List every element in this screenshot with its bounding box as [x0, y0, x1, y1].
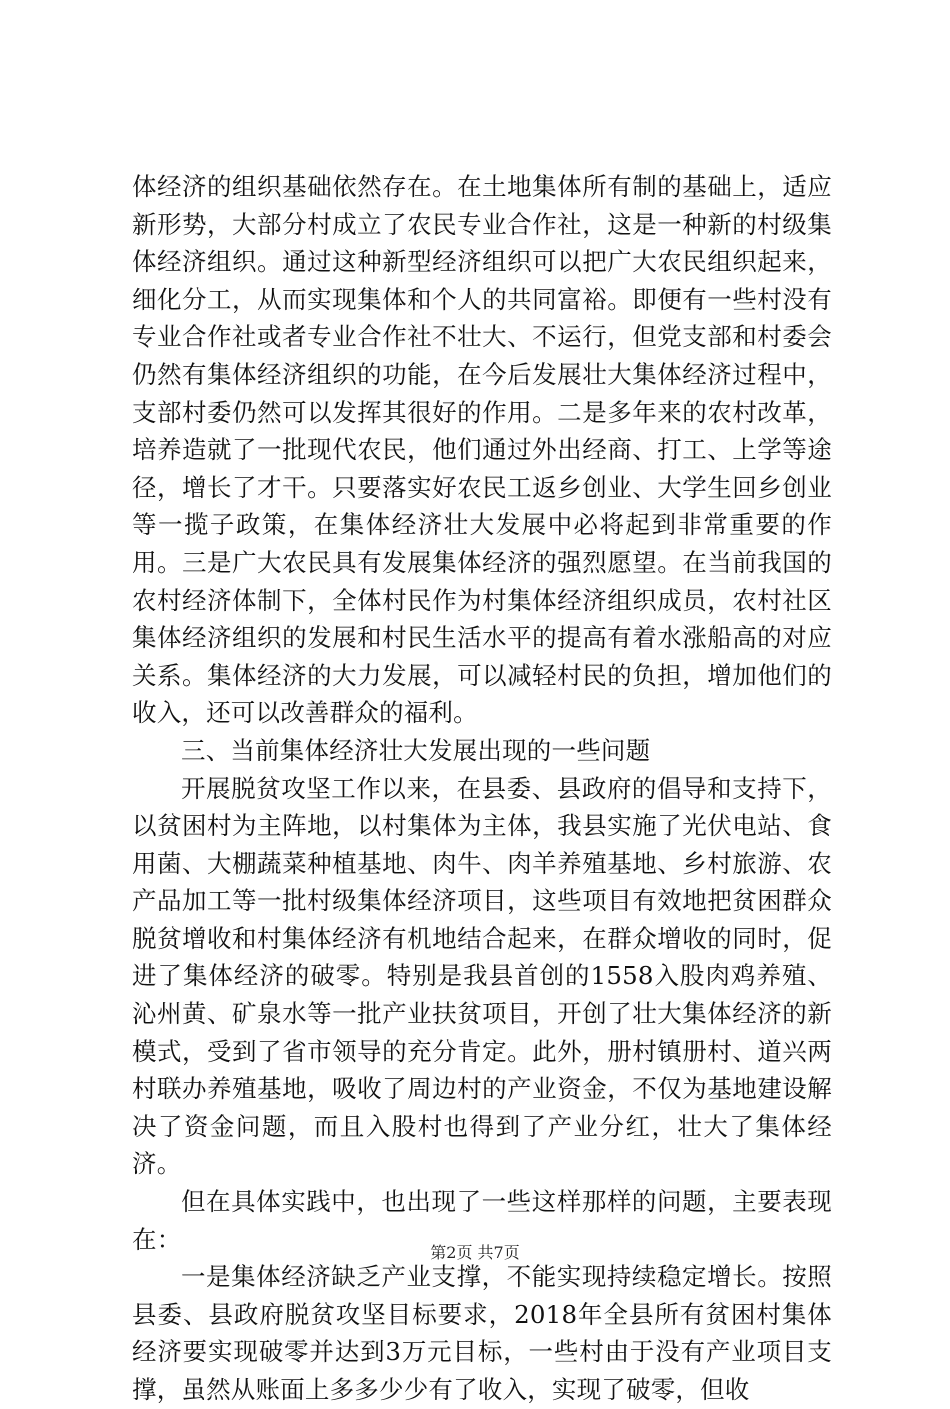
- document-body: [132, 168, 832, 1409]
- paragraph-3: 但在具体实践中，也出现了一些这样那样的问题，主要表现在：: [132, 1187, 832, 1254]
- paragraph-4: 一是集体经济缺乏产业支撑，不能实现持续稳定增长。按照县委、县政府脱贫攻坚目标要求，2018年全县所有贫困村集体经济要实现破零并达到3万元目标，一些村由于没有产业项目支撑，虽然从账面上多多少少有了收入，实现了破零，但收: [132, 1262, 832, 1404]
- paragraph-2: 开展脱贫攻坚工作以来，在县委、县政府的倡导和支持下，以贫困村为主阵地，以村集体为主体，我县实施了光伏电站、食用菌、大棚蔬菜种植基地、肉牛、肉羊养殖基地、乡村旅游、农产品加工等一批村级集体经济项目，这些项目有效地把贫困群众脱贫增收和村集体经济有机地结合起来，在群众增收的同时，促进了集体经济的破零。特别是我县首创的1558入股肉鸡养殖、沁州黄、矿泉水等一批产业扶贫项目，开创了壮大集体经济的新模式，受到了省市领导的充分肯定。此外，册村镇册村、道兴两村联办养殖基地，吸收了周边村的产业资金，不仅为基地建设解决了资金问题，而且入股村也得到了产业分红，壮大了集体经济。: [132, 773, 832, 1179]
- section-heading-3: 三、当前集体经济壮大发展出现的一些问题: [181, 735, 651, 765]
- paragraph-1: 体经济的组织基础依然存在。在土地集体所有制的基础上，适应新形势，大部分村成立了农民专业合作社，这是一种新的村级集体经济组织。通过这种新型经济组织可以把广大农民组织起来，细化分工，从而实现集体和个人的共同富裕。即便有一些村没有专业合作社或者专业合作社不壮大、不运行，但党支部和村委会仍然有集体经济组织的功能，在今后发展壮大集体经济过程中，支部村委仍然可以发挥其很好的作用。二是多年来的农村改革，培养造就了一批现代农民，他们通过外出经商、打工、上学等途径，增长了才干。只要落实好农民工返乡创业、大学生回乡创业等一揽子政策，在集体经济壮大发展中必将起到非常重要的作用。三是广大农民具有发展集体经济的强烈愿望。在当前我国的农村经济体制下，全体村民作为村集体经济组织成员，农村社区集体经济组织的发展和村民生活水平的提高有着水涨船高的对应关系。集体经济的大力发展，可以减轻村民的负担，增加他们的收入，还可以改善群众的福利。: [132, 172, 832, 728]
- page-number-footer: 第2页 共7页: [430, 1243, 520, 1262]
